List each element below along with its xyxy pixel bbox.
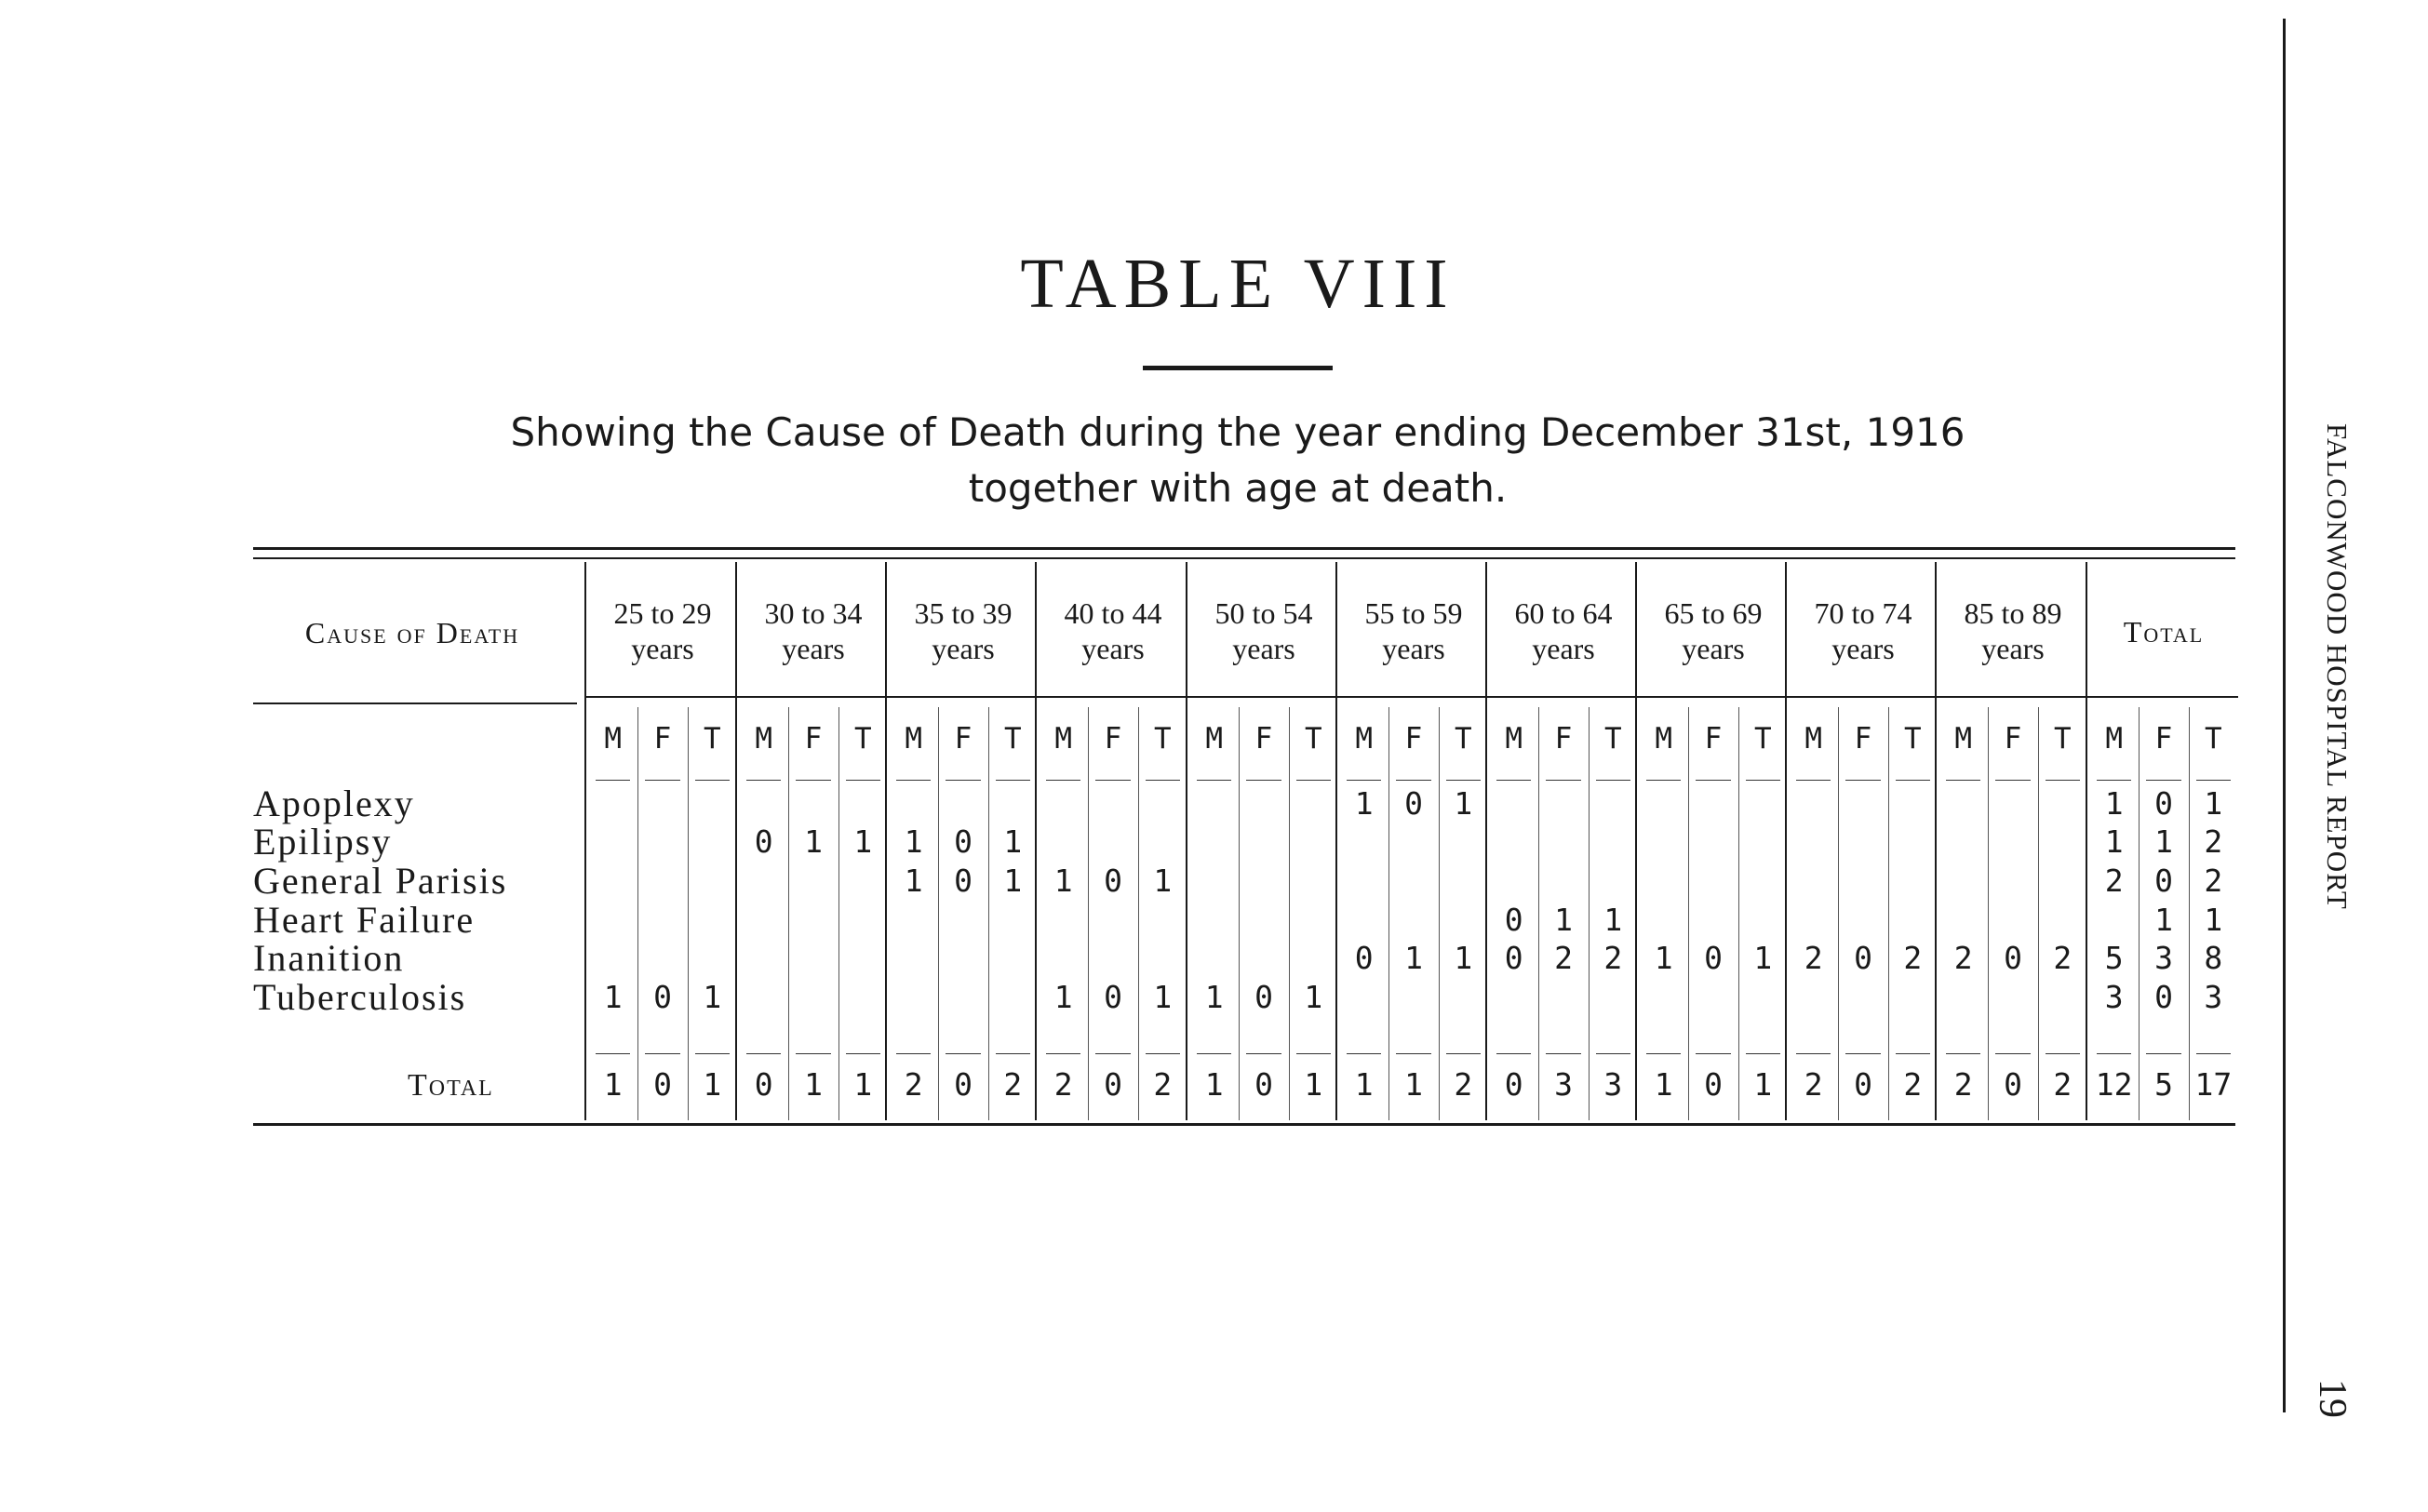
sex-subheader: M bbox=[1205, 722, 1223, 756]
age-group-rule bbox=[1635, 696, 1788, 698]
subheader-dash bbox=[596, 780, 630, 781]
total-cell: 1 bbox=[603, 1066, 623, 1103]
table-cell: 2 bbox=[2104, 863, 2124, 899]
column-separator bbox=[938, 707, 939, 1120]
table-cell: 0 bbox=[1704, 940, 1723, 976]
column-separator bbox=[688, 707, 689, 1120]
table-cell: 1 bbox=[603, 979, 623, 1015]
table-cell: 1 bbox=[1003, 823, 1023, 860]
subheader-dash bbox=[645, 780, 679, 781]
total-row-dash bbox=[596, 1053, 630, 1054]
table-cell: 3 bbox=[2154, 940, 2173, 976]
column-separator bbox=[1988, 707, 1989, 1120]
age-group-rule bbox=[1485, 696, 1638, 698]
sex-subheader: M bbox=[2105, 722, 2123, 756]
table-cell: 2 bbox=[2053, 940, 2073, 976]
age-group-header bbox=[1039, 595, 1187, 666]
age-group-rule bbox=[1035, 696, 1187, 698]
subheader-dash bbox=[1796, 780, 1831, 781]
table-cell: 3 bbox=[2104, 979, 2124, 1015]
subheader-dash bbox=[1046, 780, 1080, 781]
age-group-unit: years bbox=[1081, 632, 1145, 665]
table-cell: 2 bbox=[1903, 940, 1923, 976]
table-top-rule-inner bbox=[253, 557, 2235, 559]
sex-subheader: T bbox=[1003, 722, 1022, 756]
sex-subheader: T bbox=[1603, 722, 1622, 756]
age-group-unit: years bbox=[1682, 632, 1745, 665]
age-group-unit: years bbox=[782, 632, 845, 665]
subheader-dash bbox=[1596, 780, 1630, 781]
age-group-rule bbox=[584, 696, 737, 698]
age-group-rule bbox=[735, 696, 888, 698]
total-row-dash bbox=[1646, 1053, 1681, 1054]
subheader-dash bbox=[1746, 780, 1780, 781]
age-group-header bbox=[739, 595, 888, 666]
table-cell: 0 bbox=[1504, 940, 1523, 976]
subheader-dash bbox=[1197, 780, 1231, 781]
sex-subheader: F bbox=[1104, 722, 1122, 756]
total-row-dash bbox=[695, 1053, 730, 1054]
subheader-dash bbox=[996, 780, 1030, 781]
total-cell: 2 bbox=[1903, 1066, 1923, 1103]
running-header-text: FALCONWOOD HOSPITAL REPORT bbox=[2321, 423, 2354, 910]
total-cell: 2 bbox=[1454, 1066, 1473, 1103]
age-group-header bbox=[1639, 595, 1788, 666]
table-cell: 0 bbox=[954, 863, 973, 899]
total-cell: 0 bbox=[1504, 1066, 1523, 1103]
subheader-dash bbox=[1496, 780, 1531, 781]
subheader-dash bbox=[846, 780, 880, 781]
table-cell: 1 bbox=[1003, 863, 1023, 899]
table-cell: 1 bbox=[1654, 940, 1673, 976]
sex-subheader: F bbox=[1554, 722, 1573, 756]
column-separator bbox=[788, 707, 789, 1120]
total-row-dash bbox=[1446, 1053, 1481, 1054]
age-group-unit: years bbox=[1831, 632, 1895, 665]
total-group-label: Total bbox=[2123, 615, 2205, 649]
subheader-dash bbox=[2097, 780, 2131, 781]
total-row-dash bbox=[2097, 1053, 2131, 1054]
total-row-dash bbox=[1946, 1053, 1980, 1054]
total-row-label: Total bbox=[408, 1068, 494, 1103]
total-row-dash bbox=[1995, 1053, 2030, 1054]
total-row-dash bbox=[1596, 1053, 1630, 1054]
total-row-dash bbox=[1896, 1053, 1930, 1054]
table-cell: 0 bbox=[1854, 940, 1872, 976]
total-cell: 3 bbox=[1554, 1066, 1573, 1103]
sex-subheader: T bbox=[1454, 722, 1472, 756]
table-bottom-rule bbox=[253, 1123, 2235, 1126]
age-group-header bbox=[1189, 595, 1338, 666]
cause-name: Heart Failure bbox=[253, 899, 476, 941]
subtitle-line-1: Showing the Cause of Death during the year ending December 31st, 1916 bbox=[510, 409, 1965, 455]
sex-subheader: T bbox=[2204, 722, 2222, 756]
column-separator bbox=[1088, 707, 1089, 1120]
total-cell: 1 bbox=[1304, 1066, 1323, 1103]
total-cell: 2 bbox=[2053, 1066, 2073, 1103]
table-cell: 3 bbox=[2204, 979, 2223, 1015]
sex-subheader: T bbox=[1304, 722, 1322, 756]
cause-name: Apoplexy bbox=[253, 783, 415, 824]
total-row-dash bbox=[1496, 1053, 1531, 1054]
cause-of-death-header: Cause of Death bbox=[304, 616, 520, 649]
table-cell: 1 bbox=[1603, 902, 1623, 938]
age-group-range: 55 to 59 bbox=[1364, 596, 1463, 630]
table-cell: 1 bbox=[1454, 785, 1473, 822]
table-top-rule bbox=[253, 547, 2235, 550]
age-group-unit: years bbox=[932, 632, 995, 665]
total-cell: 1 bbox=[1404, 1066, 1423, 1103]
table-cell: 0 bbox=[2004, 940, 2022, 976]
column-separator bbox=[1138, 707, 1139, 1120]
table-cell: 1 bbox=[2154, 902, 2173, 938]
subheader-dash bbox=[896, 780, 931, 781]
age-group-unit: years bbox=[631, 632, 694, 665]
age-group-unit: years bbox=[1532, 632, 1595, 665]
table-cell: 0 bbox=[954, 823, 973, 860]
table-cell: 1 bbox=[1753, 940, 1773, 976]
age-group-range: 70 to 74 bbox=[1814, 596, 1912, 630]
total-cell: 0 bbox=[1704, 1066, 1723, 1103]
column-separator bbox=[1888, 707, 1889, 1120]
table-cell: 1 bbox=[1404, 940, 1423, 976]
cause-name: Inanition bbox=[253, 937, 405, 979]
column-separator bbox=[988, 707, 989, 1120]
total-row-dash bbox=[1746, 1053, 1780, 1054]
sex-subheader: F bbox=[2004, 722, 2022, 756]
column-separator bbox=[1388, 707, 1389, 1120]
total-row-dash bbox=[1546, 1053, 1580, 1054]
age-group-rule bbox=[1785, 696, 1938, 698]
age-group-range: 65 to 69 bbox=[1664, 596, 1763, 630]
subheader-dash bbox=[1146, 780, 1180, 781]
sex-subheader: T bbox=[1153, 722, 1172, 756]
table-cell: 1 bbox=[1454, 940, 1473, 976]
cause-name: Epilipsy bbox=[253, 821, 393, 863]
total-row-dash bbox=[645, 1053, 679, 1054]
sex-subheader: F bbox=[1854, 722, 1872, 756]
total-cell: 1 bbox=[703, 1066, 722, 1103]
table-cell: 0 bbox=[1104, 863, 1122, 899]
age-group-header bbox=[1489, 595, 1638, 666]
subheader-dash bbox=[1696, 780, 1730, 781]
subheader-dash bbox=[1347, 780, 1381, 781]
cause-name: Tuberculosis bbox=[253, 976, 467, 1018]
sex-subheader: T bbox=[1903, 722, 1922, 756]
table-title: TABLE VIII bbox=[1020, 245, 1455, 323]
age-group-unit: years bbox=[1232, 632, 1295, 665]
table-cell: 0 bbox=[1104, 979, 1122, 1015]
total-row-dash bbox=[1197, 1053, 1231, 1054]
total-cell: 1 bbox=[1753, 1066, 1773, 1103]
total-cell: 2 bbox=[904, 1066, 923, 1103]
sex-subheader: M bbox=[1804, 722, 1822, 756]
table-cell: 1 bbox=[853, 823, 873, 860]
total-row-dash bbox=[896, 1053, 931, 1054]
sex-subheader: M bbox=[1505, 722, 1523, 756]
subheader-dash bbox=[796, 780, 830, 781]
total-cell: 2 bbox=[1153, 1066, 1173, 1103]
total-cell: 0 bbox=[1254, 1066, 1273, 1103]
cause-name: General Parisis bbox=[253, 860, 508, 902]
subheader-dash bbox=[1845, 780, 1880, 781]
total-row-dash bbox=[1796, 1053, 1831, 1054]
age-group-rule bbox=[885, 696, 1038, 698]
subheader-dash bbox=[1446, 780, 1481, 781]
age-group-header bbox=[889, 595, 1038, 666]
table-cell: 1 bbox=[2104, 785, 2124, 822]
subheader-dash bbox=[2146, 780, 2180, 781]
total-row-dash bbox=[2046, 1053, 2080, 1054]
total-row-dash bbox=[2146, 1053, 2180, 1054]
sex-subheader: M bbox=[755, 722, 772, 756]
sex-subheader: T bbox=[703, 722, 721, 756]
age-group-range: 30 to 34 bbox=[764, 596, 863, 630]
age-group-range: 25 to 29 bbox=[613, 596, 712, 630]
table-cell: 1 bbox=[2104, 823, 2124, 860]
total-cell: 12 bbox=[2095, 1066, 2133, 1103]
total-cell: 0 bbox=[2004, 1066, 2022, 1103]
total-row-dash bbox=[796, 1053, 830, 1054]
table-cell: 8 bbox=[2204, 940, 2223, 976]
sex-subheader: M bbox=[905, 722, 922, 756]
total-cell: 2 bbox=[1804, 1066, 1823, 1103]
table-cell: 0 bbox=[1354, 940, 1374, 976]
total-cell: 1 bbox=[1354, 1066, 1374, 1103]
column-separator bbox=[1688, 707, 1689, 1120]
age-group-header bbox=[1339, 595, 1488, 666]
subheader-dash bbox=[946, 780, 980, 781]
table-cell: 1 bbox=[1304, 979, 1323, 1015]
table-cell: 0 bbox=[2154, 785, 2173, 822]
age-group-range: 35 to 39 bbox=[914, 596, 1013, 630]
total-cell: 2 bbox=[1053, 1066, 1073, 1103]
table-cell: 1 bbox=[2204, 902, 2223, 938]
table-cell: 0 bbox=[1404, 785, 1423, 822]
age-group-unit: years bbox=[1382, 632, 1445, 665]
sex-subheader: F bbox=[804, 722, 823, 756]
column-separator bbox=[1439, 707, 1440, 1120]
total-row-dash bbox=[946, 1053, 980, 1054]
total-cell: 17 bbox=[2194, 1066, 2233, 1103]
total-row-dash bbox=[1246, 1053, 1281, 1054]
age-group-range: 50 to 54 bbox=[1214, 596, 1313, 630]
age-group-rule bbox=[1935, 696, 2087, 698]
total-row-dash bbox=[2196, 1053, 2231, 1054]
total-row-dash bbox=[1396, 1053, 1430, 1054]
subheader-dash bbox=[1296, 780, 1331, 781]
subheader-dash bbox=[1095, 780, 1130, 781]
table-cell: 0 bbox=[1254, 979, 1273, 1015]
age-group-range: 40 to 44 bbox=[1064, 596, 1162, 630]
subheader-dash bbox=[1896, 780, 1930, 781]
sex-subheader: F bbox=[653, 722, 672, 756]
total-row-dash bbox=[1845, 1053, 1880, 1054]
total-cell: 3 bbox=[1603, 1066, 1623, 1103]
table-cell: 5 bbox=[2104, 940, 2124, 976]
column-separator bbox=[1738, 707, 1739, 1120]
age-group-header bbox=[2089, 614, 2238, 649]
age-group-unit: years bbox=[1981, 632, 2045, 665]
sex-subheader: M bbox=[1655, 722, 1672, 756]
total-cell: 1 bbox=[1654, 1066, 1673, 1103]
sex-subheader: M bbox=[604, 722, 622, 756]
total-cell: 0 bbox=[1104, 1066, 1122, 1103]
subheader-dash bbox=[1946, 780, 1980, 781]
table-cell: 1 bbox=[1204, 979, 1224, 1015]
table-cell: 0 bbox=[653, 979, 672, 1015]
column-separator bbox=[637, 707, 638, 1120]
subheader-dash bbox=[2046, 780, 2080, 781]
age-group-range: 85 to 89 bbox=[1964, 596, 2062, 630]
total-row-dash bbox=[996, 1053, 1030, 1054]
sex-subheader: F bbox=[1404, 722, 1423, 756]
table-cell: 1 bbox=[1053, 863, 1073, 899]
age-group-header bbox=[588, 595, 737, 666]
sex-subheader: T bbox=[2053, 722, 2072, 756]
table-cell: 1 bbox=[1153, 863, 1173, 899]
subheader-dash bbox=[746, 780, 781, 781]
total-cell: 5 bbox=[2154, 1066, 2173, 1103]
cause-header-rule bbox=[253, 702, 577, 704]
table-cell: 1 bbox=[2204, 785, 2223, 822]
total-row-dash bbox=[1347, 1053, 1381, 1054]
table-cell: 1 bbox=[1053, 979, 1073, 1015]
table-cell: 0 bbox=[2154, 979, 2173, 1015]
table-cell: 0 bbox=[2154, 863, 2173, 899]
subheader-dash bbox=[1396, 780, 1430, 781]
total-cell: 1 bbox=[804, 1066, 823, 1103]
age-group-header bbox=[1938, 595, 2087, 666]
total-cell: 2 bbox=[1003, 1066, 1023, 1103]
column-separator bbox=[1838, 707, 1839, 1120]
subheader-dash bbox=[695, 780, 730, 781]
subheader-dash bbox=[1995, 780, 2030, 781]
table-cell: 2 bbox=[1603, 940, 1623, 976]
table-cell: 1 bbox=[703, 979, 722, 1015]
sex-subheader: F bbox=[954, 722, 973, 756]
sex-subheader: T bbox=[1753, 722, 1772, 756]
table-cell: 2 bbox=[1804, 940, 1823, 976]
sex-subheader: M bbox=[1054, 722, 1072, 756]
sex-subheader: M bbox=[1355, 722, 1373, 756]
subheader-dash bbox=[2196, 780, 2231, 781]
subtitle-line-2: together with age at death. bbox=[968, 465, 1508, 511]
age-group-rule bbox=[1186, 696, 1338, 698]
column-separator bbox=[1239, 707, 1240, 1120]
sex-subheader: F bbox=[1704, 722, 1723, 756]
sex-subheader: M bbox=[1954, 722, 1972, 756]
table-cell: 2 bbox=[1953, 940, 1973, 976]
total-cell: 1 bbox=[1204, 1066, 1224, 1103]
column-separator bbox=[1289, 707, 1290, 1120]
column-separator bbox=[2038, 707, 2039, 1120]
total-row-dash bbox=[1095, 1053, 1130, 1054]
total-row-dash bbox=[1146, 1053, 1180, 1054]
table-cell: 1 bbox=[904, 823, 923, 860]
sex-subheader: F bbox=[1254, 722, 1273, 756]
table-cell: 2 bbox=[2204, 863, 2223, 899]
group-separator bbox=[584, 562, 586, 1120]
subheader-dash bbox=[1246, 780, 1281, 781]
column-separator bbox=[838, 707, 839, 1120]
total-row-dash bbox=[1296, 1053, 1331, 1054]
age-group-header bbox=[1789, 595, 1938, 666]
subheader-dash bbox=[1646, 780, 1681, 781]
total-cell: 0 bbox=[954, 1066, 973, 1103]
age-group-range: 60 to 64 bbox=[1514, 596, 1613, 630]
total-cell: 1 bbox=[853, 1066, 873, 1103]
table-cell: 0 bbox=[1504, 902, 1523, 938]
table-cell: 2 bbox=[1554, 940, 1573, 976]
table-cell: 1 bbox=[804, 823, 823, 860]
table-cell: 2 bbox=[2204, 823, 2223, 860]
sex-subheader: F bbox=[2154, 722, 2173, 756]
table-cell: 1 bbox=[2154, 823, 2173, 860]
subheader-dash bbox=[1546, 780, 1580, 781]
total-cell: 2 bbox=[1953, 1066, 1973, 1103]
total-cell: 0 bbox=[1854, 1066, 1872, 1103]
title-underline bbox=[1143, 366, 1333, 370]
table-cell: 1 bbox=[1354, 785, 1374, 822]
total-row-dash bbox=[746, 1053, 781, 1054]
table-cell: 1 bbox=[1554, 902, 1573, 938]
total-cell: 0 bbox=[653, 1066, 672, 1103]
table-cell: 1 bbox=[904, 863, 923, 899]
age-group-rule bbox=[1335, 696, 1488, 698]
total-row-dash bbox=[846, 1053, 880, 1054]
table-cell: 1 bbox=[1153, 979, 1173, 1015]
sex-subheader: T bbox=[853, 722, 872, 756]
table-cell: 0 bbox=[754, 823, 773, 860]
age-group-rule bbox=[2086, 696, 2238, 698]
total-row-dash bbox=[1696, 1053, 1730, 1054]
total-cell: 0 bbox=[754, 1066, 773, 1103]
page-margin-rule bbox=[2283, 19, 2286, 1412]
page-number: 19 bbox=[2311, 1379, 2354, 1418]
total-row-dash bbox=[1046, 1053, 1080, 1054]
